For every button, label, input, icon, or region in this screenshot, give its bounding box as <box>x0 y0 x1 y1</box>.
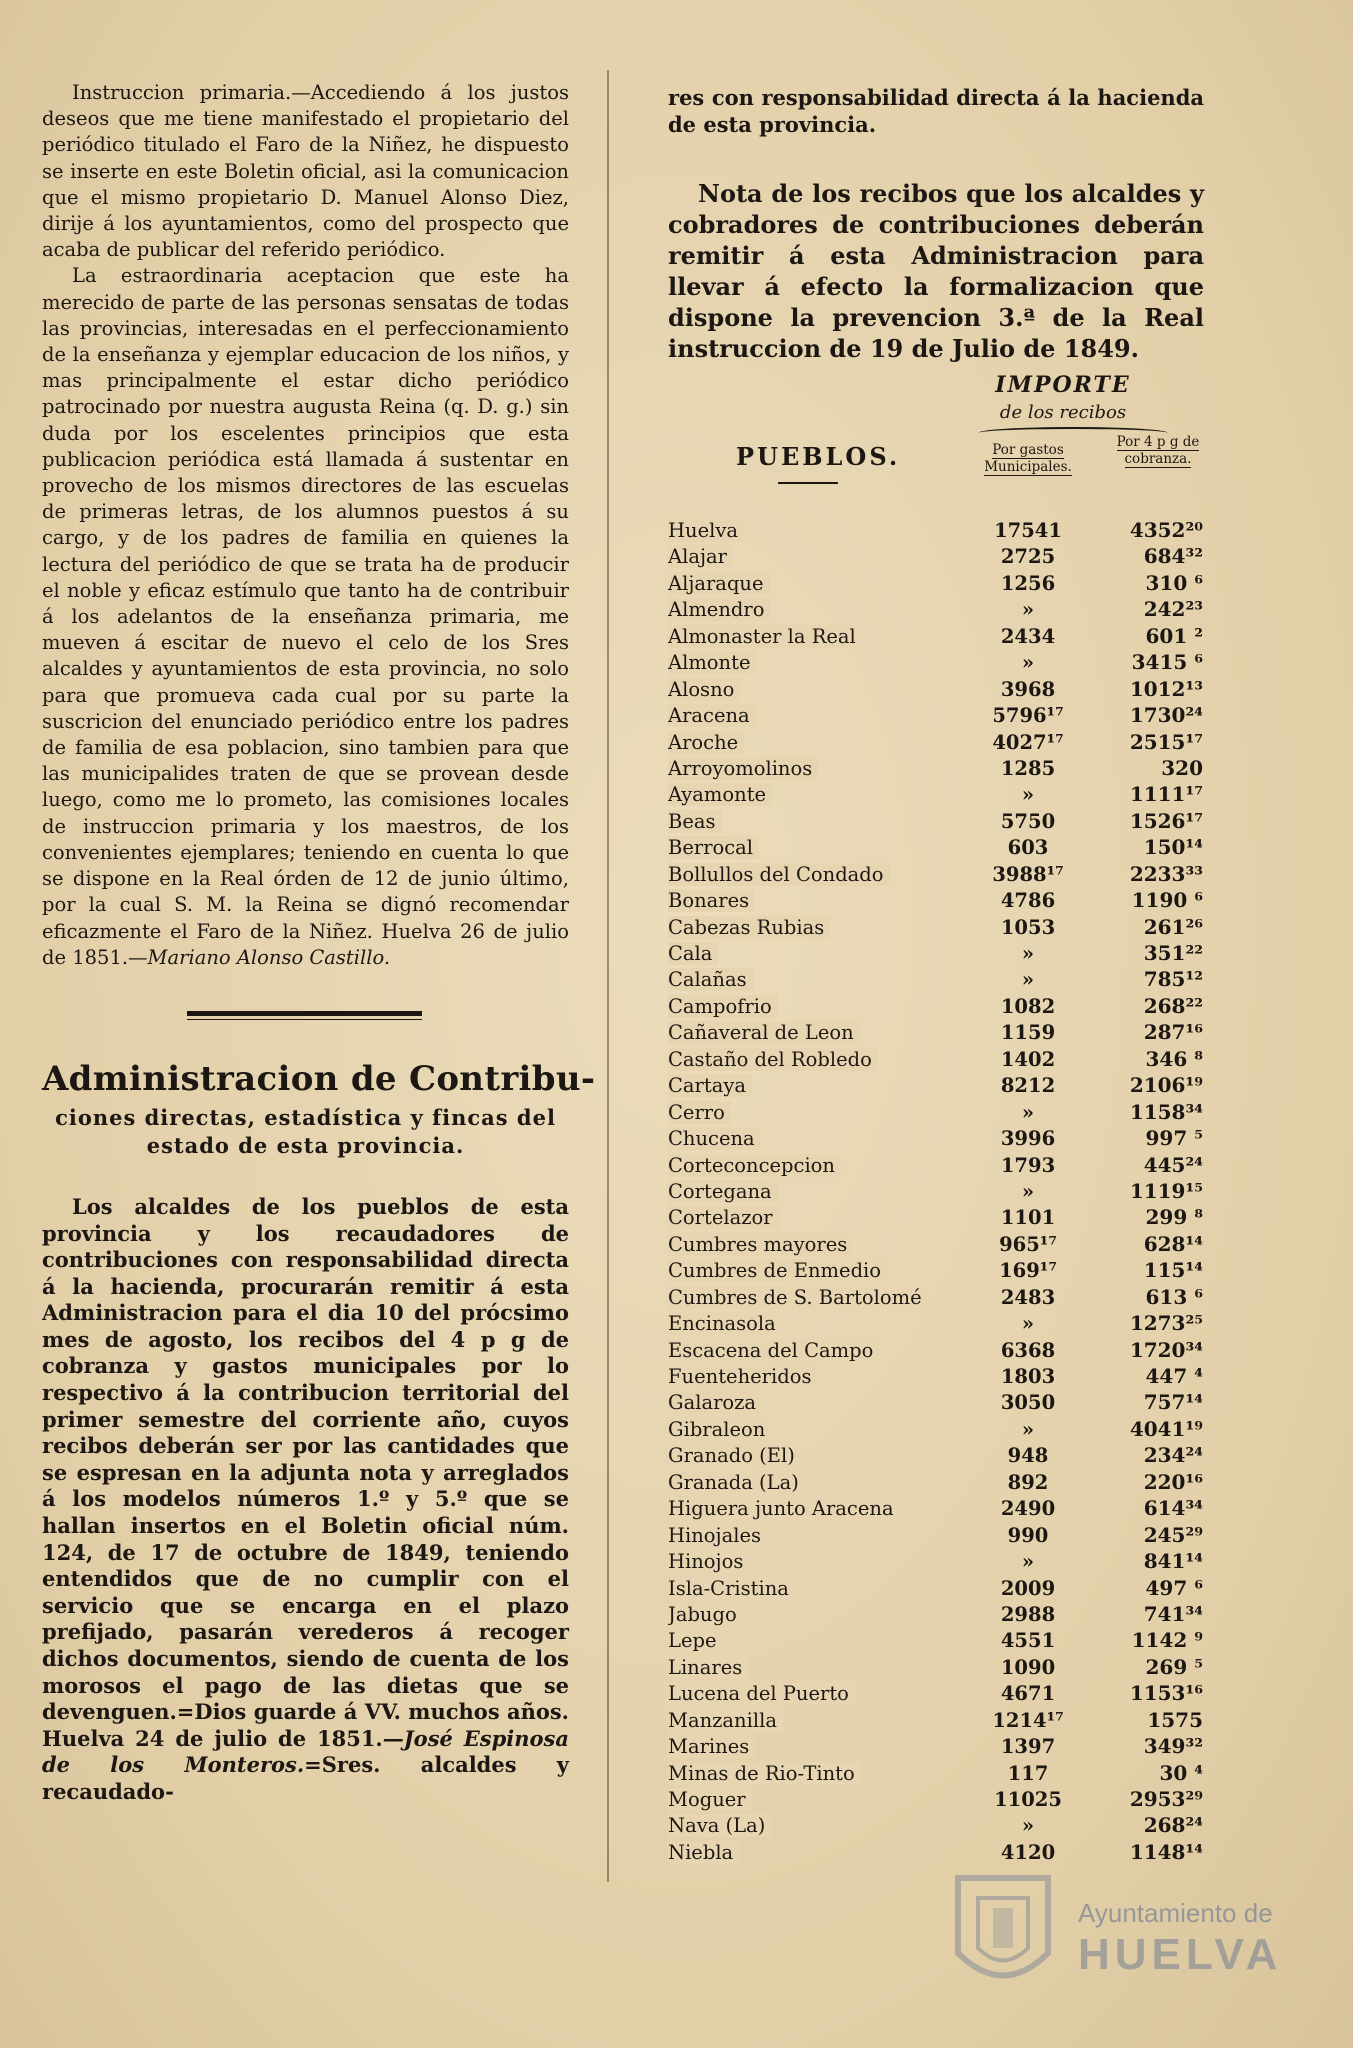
pueblo-name: Cortegana <box>668 1180 778 1203</box>
gastos-municipales-value: » <box>1021 942 1035 965</box>
pueblo-name: Cartaya <box>668 1074 752 1097</box>
pueblo-name: Almendro <box>668 598 770 621</box>
gastos-municipales-value: 1101 <box>1000 1206 1056 1230</box>
table-row <box>668 1495 1204 1521</box>
table-row <box>668 1707 1204 1733</box>
pueblo-name: Lepe <box>668 1629 723 1652</box>
gastos-municipales-value: 1803 <box>1000 1365 1056 1388</box>
table-row <box>668 1601 1204 1627</box>
table-row <box>668 1416 1204 1442</box>
gastos-municipales-value: 1090 <box>1000 1655 1056 1679</box>
gastos-municipales-value: 2009 <box>1000 1576 1056 1600</box>
cobranza-label: Por 4 p g de cobranza. <box>1116 434 1200 467</box>
cobranza-value: 115¹⁴ <box>1143 1258 1203 1283</box>
pueblo-name-cell <box>668 1523 968 1549</box>
gastos-municipales-value: 2725 <box>1000 545 1056 569</box>
gastos-municipales-value: » <box>1021 1814 1035 1838</box>
pueblo-name-cell <box>668 888 968 914</box>
table-row <box>668 755 1204 781</box>
pueblo-name-cell <box>668 1496 968 1522</box>
table-row <box>668 1680 1204 1706</box>
pueblo-name: Niebla <box>668 1841 739 1864</box>
alcaldes-notice-paragraph <box>42 1194 569 1806</box>
pueblo-name: Beas <box>668 810 722 833</box>
signature-castillo: —Mariano Alonso Castillo. <box>128 945 391 969</box>
table-row <box>668 808 1204 834</box>
pueblo-name-cell <box>668 1311 968 1337</box>
pueblo-name: Galaroza <box>668 1391 762 1414</box>
cobranza-value: 1720³⁴ <box>1129 1337 1203 1362</box>
gastos-municipales-value: » <box>1021 783 1035 807</box>
table-row <box>668 1469 1204 1495</box>
cobranza-value: 2233³³ <box>1129 861 1203 886</box>
gastos-municipales-value: » <box>1021 968 1035 992</box>
cobranza-value: 349³² <box>1143 1734 1203 1759</box>
pueblo-name-cell <box>668 809 968 835</box>
pueblo-name: Cumbres mayores <box>668 1233 853 1256</box>
gastos-municipales-value: 1082 <box>1000 994 1056 1018</box>
pueblo-name-cell <box>668 1576 968 1602</box>
pueblo-name: Cumbres de S. Bartolomé <box>668 1286 928 1309</box>
column-divider <box>607 70 609 1882</box>
pueblo-name-cell <box>668 835 968 861</box>
pueblo-name: Encinasola <box>668 1312 782 1335</box>
importe-label: IMPORTE <box>995 372 1131 398</box>
table-row <box>668 596 1204 622</box>
nota-heading: Nota de los recibos que los alcaldes y cobradores de contribuciones deberán remitir á esta Administracion para llevar á efecto la formalizacion que dispone la prevencion 3.ª de la Real instruccion de 19 de Julio de 1849. <box>668 179 1204 363</box>
pueblo-name-cell <box>668 1787 968 1813</box>
pueblo-name-cell <box>668 1338 968 1364</box>
pueblo-name: Alajar <box>668 545 733 568</box>
gastos-municipales-value: 4120 <box>1000 1840 1056 1864</box>
table-row <box>668 1522 1204 1548</box>
pueblo-name: Marines <box>668 1735 755 1758</box>
alcaldes-notice-text: Los alcaldes de los pueblos de esta provincia y los recaudadores de contribuciones con responsabilidad directa á la hacienda, procurarán remitir á esta Administracion para el dia 10 del prócsimo mes de agosto, los recibos del 4 p g de cobranza y gastos municipales por lo respectivo á la contribucion territorial del primer semestre del corriente año, cuyos recibos deberán ser por las cantidades que se espresan en la adjunta nota y arreglados á los modelos números 1.º y 5.º que se hallan insertos en el Boletin oficial núm. 124, de 17 de octubre de 1849, teniendo entendidos que de no cumplir con el servicio que se encarga en el plazo prefijado, pasarán verederos á recoger dichos documentos, siendo de cuenta de los morosos el pago de las dietas que se devenguen.=Dios guarde á VV. muchos años. Huelva 24 de julio de 1851. <box>42 1193 569 1751</box>
pueblo-name-cell <box>668 1549 968 1575</box>
pueblos-underline <box>778 482 838 484</box>
gastos-municipales-value: 5796¹⁷ <box>992 704 1064 728</box>
pueblo-name: Hinojales <box>668 1524 767 1547</box>
pueblo-name-cell <box>668 782 968 808</box>
pueblo-name: Cerro <box>668 1101 731 1124</box>
table-row <box>668 1046 1204 1072</box>
cobranza-value: 628¹⁴ <box>1143 1231 1203 1256</box>
section-subtitle: ciones directas, estadística y fincas del estado de esta provincia. <box>55 1104 556 1158</box>
pueblo-name: Almonaster la Real <box>668 625 862 648</box>
pueblo-name-cell <box>668 571 968 597</box>
cobranza-value: 1575 <box>1147 1707 1203 1732</box>
table-row <box>668 1733 1204 1759</box>
table-row <box>668 1575 1204 1601</box>
pueblo-name: Linares <box>668 1656 748 1679</box>
table-row <box>668 1310 1204 1336</box>
pueblo-name-cell <box>668 1390 968 1416</box>
gastos-municipales-value: 8212 <box>1000 1074 1056 1098</box>
cobranza-value: 497 ⁶ <box>1145 1575 1203 1600</box>
gastos-municipales-value: 1402 <box>1000 1047 1056 1071</box>
table-row <box>668 1786 1204 1812</box>
gastos-municipales-value: 948 <box>1007 1444 1049 1468</box>
gastos-municipales-value: 1397 <box>1000 1735 1056 1759</box>
table-header <box>668 372 1204 517</box>
pueblo-name-cell <box>668 1708 968 1734</box>
cobranza-value: 299 ⁸ <box>1145 1205 1203 1230</box>
pueblo-name: Hinojos <box>668 1550 749 1573</box>
table-row <box>668 781 1204 807</box>
gastos-municipales-value: 11025 <box>994 1788 1062 1811</box>
pueblo-name-cell <box>668 1100 968 1126</box>
pueblo-name: Cabezas Rubias <box>668 916 830 939</box>
gastos-municipales-value: » <box>1021 1100 1035 1124</box>
pueblo-name: Chucena <box>668 1127 761 1150</box>
gastos-municipales-value: 17541 <box>994 519 1062 542</box>
section-divider <box>187 1011 422 1020</box>
pueblo-name-cell <box>668 1417 968 1443</box>
table-row <box>668 676 1204 702</box>
table-row <box>668 887 1204 913</box>
pueblo-name-cell <box>668 1602 968 1628</box>
cobranza-value: 2515¹⁷ <box>1129 729 1203 754</box>
pueblo-name: Jabugo <box>668 1603 743 1626</box>
pueblo-name-cell <box>668 1285 968 1311</box>
cobranza-value: 310 ⁶ <box>1145 570 1203 595</box>
table-row <box>668 1019 1204 1045</box>
cobranza-value: 684³² <box>1143 544 1203 569</box>
cobranza-value: 346 ⁸ <box>1145 1046 1203 1071</box>
table-row <box>668 543 1204 569</box>
pueblo-name: Arroyomolinos <box>668 757 818 780</box>
table-row <box>668 1231 1204 1257</box>
right-column <box>668 84 1204 1865</box>
table-row <box>668 1257 1204 1283</box>
gastos-municipales-value: » <box>1021 1312 1035 1336</box>
gastos-municipales-value: 4786 <box>1000 889 1056 913</box>
cobranza-value: 268²⁴ <box>1143 1813 1203 1838</box>
cobranza-value: 1153¹⁶ <box>1129 1681 1203 1706</box>
instruccion-primaria-paragraph: Instruccion primaria.—Accediendo á los justos deseos que me tiene manifestado el propietario del periódico titulado el Faro de la Niñez, he dispuesto se inserte en este Boletin oficial, asi la comunicacion que el mismo propietario D. Manuel Alonso Diez, dirije á los ayuntamientos, como del prospecto que acaba de publicar del referido periódico. <box>42 81 569 262</box>
pueblo-name-cell <box>668 730 968 756</box>
gastos-municipales-header <box>968 442 1088 476</box>
gastos-municipales-value: » <box>1021 598 1035 622</box>
pueblo-name-cell <box>668 1047 968 1073</box>
section-title: Administracion de Contribu- <box>42 1058 596 1099</box>
pueblo-name: Castaño del Robledo <box>668 1048 878 1071</box>
table-row <box>668 940 1204 966</box>
gastos-municipales-value: 892 <box>1007 1470 1049 1494</box>
notice-closing: =Sres. alcaldes y recaudado- <box>42 1752 570 1804</box>
table-row <box>668 1442 1204 1468</box>
gastos-municipales-value: 4671 <box>1000 1682 1056 1706</box>
gastos-municipales-value: 2490 <box>1000 1497 1056 1521</box>
cobranza-value: 1148¹⁴ <box>1129 1839 1203 1864</box>
table-row <box>668 1363 1204 1389</box>
pueblo-name: Corteconcepcion <box>668 1154 841 1177</box>
notice-continuation: res con responsabilidad directa á la hacienda de esta provincia. <box>668 85 1204 137</box>
pueblo-name-cell <box>668 1681 968 1707</box>
pueblo-name: Cumbres de Enmedio <box>668 1259 887 1282</box>
pueblo-name: Cañaveral de Leon <box>668 1021 860 1044</box>
pueblo-name: Isla-Cristina <box>668 1577 795 1600</box>
cobranza-value: 1111¹⁷ <box>1129 782 1203 807</box>
gastos-municipales-value: 1214¹⁷ <box>992 1708 1064 1732</box>
pueblo-name: Aljaraque <box>668 572 770 595</box>
gastos-municipales-value: 4027¹⁷ <box>992 730 1064 754</box>
gastos-municipales-value: 3968 <box>1000 677 1056 701</box>
table-row <box>668 649 1204 675</box>
gastos-municipales-value: 1793 <box>1000 1153 1056 1177</box>
pueblo-name-cell <box>668 941 968 967</box>
gastos-municipales-value: » <box>1021 1417 1035 1441</box>
pueblo-name-cell <box>668 1232 968 1258</box>
table-row <box>668 861 1204 887</box>
table-row <box>668 623 1204 649</box>
cobranza-value: 220¹⁶ <box>1143 1469 1203 1494</box>
cobranza-value: 445²⁴ <box>1143 1152 1203 1177</box>
gastos-municipales-value: 117 <box>1007 1761 1049 1785</box>
table-row <box>668 1284 1204 1310</box>
cobranza-value: 1273²⁵ <box>1129 1311 1203 1336</box>
pueblo-name: Fuenteheridos <box>668 1365 817 1388</box>
gastos-municipales-value: 2483 <box>1000 1285 1056 1309</box>
pueblo-name-cell <box>668 1020 968 1046</box>
pueblo-name: Aracena <box>668 704 756 727</box>
cobranza-value: 1526¹⁷ <box>1129 808 1203 833</box>
table-row <box>668 1152 1204 1178</box>
pueblo-name: Escacena del Campo <box>668 1339 879 1362</box>
pueblo-name: Berrocal <box>668 836 759 859</box>
table-row <box>668 570 1204 596</box>
pueblo-name: Campofrio <box>668 995 778 1018</box>
cobranza-value: 601 ² <box>1145 623 1203 648</box>
pueblo-name: Ayamonte <box>668 783 772 806</box>
gastos-municipales-value: 4551 <box>1000 1629 1056 1653</box>
cobranza-value: 447 ⁴ <box>1145 1364 1203 1388</box>
table-row <box>668 1548 1204 1574</box>
cobranza-value: 269 ⁵ <box>1145 1654 1203 1679</box>
cobranza-value: 2953²⁹ <box>1129 1787 1203 1811</box>
table-row <box>668 1627 1204 1653</box>
pueblo-name: Granado (El) <box>668 1444 801 1467</box>
pueblo-name-cell <box>668 1470 968 1496</box>
cobranza-value: 1158³⁴ <box>1129 1099 1203 1124</box>
table-row <box>668 1812 1204 1838</box>
table-row <box>668 914 1204 940</box>
cobranza-value: 351²² <box>1143 941 1203 965</box>
gastos-municipales-value: 169¹⁷ <box>999 1259 1057 1283</box>
cobranza-value: 287¹⁶ <box>1143 1020 1203 1045</box>
pueblo-name-cell <box>668 677 968 703</box>
pueblo-name-cell <box>668 624 968 650</box>
pueblo-name: Alosno <box>668 678 740 701</box>
importe-sublabel: de los recibos <box>999 402 1127 423</box>
pueblo-name: Higuera junto Aracena <box>668 1497 900 1520</box>
gastos-municipales-value: » <box>1021 1550 1035 1574</box>
gastos-municipales-value: 3996 <box>1000 1127 1056 1151</box>
pueblo-name-cell <box>668 862 968 888</box>
cobranza-value: 1142 ⁹ <box>1131 1628 1203 1653</box>
cobranza-value: 1119¹⁵ <box>1129 1178 1203 1203</box>
pueblo-name-cell <box>668 1734 968 1760</box>
table-row <box>668 1337 1204 1363</box>
table-row <box>668 1125 1204 1151</box>
table-row <box>668 1099 1204 1125</box>
cobranza-value: 1012¹³ <box>1129 676 1203 701</box>
pueblo-name-cell <box>668 1179 968 1205</box>
pueblo-name: Aroche <box>668 731 744 754</box>
gastos-municipales-value: » <box>1021 1179 1035 1203</box>
table-row <box>668 834 1204 860</box>
cobranza-value: 2106¹⁹ <box>1129 1073 1203 1098</box>
faro-ninez-paragraph <box>42 263 569 970</box>
table-row <box>668 993 1204 1019</box>
gastos-municipales-value: 2434 <box>1000 624 1056 648</box>
table-row <box>668 966 1204 992</box>
pueblo-name: Bonares <box>668 889 755 912</box>
gastos-municipales-value: 1285 <box>1000 756 1056 780</box>
cobranza-value: 320 <box>1161 755 1203 780</box>
gastos-municipales-value: 5750 <box>1000 809 1056 833</box>
pueblo-name: Cortelazor <box>668 1206 779 1229</box>
pueblo-name: Manzanilla <box>668 1709 783 1732</box>
faro-ninez-text: La estraordinaria aceptacion que este ha merecido de parte de las personas sensatas de todas las provincias, interesadas en el perfeccionamiento de la enseñanza y ejemplar educacion de los niños, y mas principalmente el estar dicho periódico patrocinado por nuestra augusta Reina (q. D. g.) sin duda por los escelentes principios que esta publicacion periódica está llamada á sustentar en provecho de los mismos directores de las escuelas de primeras letras, de los alumnos puestos á su cargo, y de los padres de familia en quienes la lectura del periódico de que se trata ha de producir el noble y eficaz estímulo que tanto ha de contribuir á los adelantos de la enseñanza primaria, me mueven á escitar de nuevo el celo de los Sres alcaldes y ayuntamientos de esta provincia, no solo para que promueva cada cual por su parte la suscricion del enunciado periódico entre los padres de familia de esa poblacion, sino tambien para que las municipalides traten de que se provean desde luego, como me lo prometo, las comisiones locales de instruccion primaria y los maestros, de los convenientes ejemplares; teniendo en cuenta lo que se dispone en la Real órden de 12 de junio último, por la cual S. M. la Reina se dignó recomendar eficazmente el Faro de la Niñez. Huelva 26 de julio de 1851. <box>42 264 569 969</box>
cobranza-value: 614³⁴ <box>1143 1496 1203 1521</box>
cobranza-value: 613 ⁶ <box>1145 1284 1203 1309</box>
pueblo-name-cell <box>668 1126 968 1152</box>
cobranza-value: 1190 ⁶ <box>1131 888 1203 913</box>
gastos-municipales-value: 1053 <box>1000 915 1056 939</box>
table-row <box>668 702 1204 728</box>
pueblo-name: Calañas <box>668 968 753 991</box>
pueblo-name-cell <box>668 967 968 993</box>
pueblo-name-cell <box>668 1840 968 1866</box>
table-row <box>668 517 1204 543</box>
pueblo-name-cell <box>668 1443 968 1469</box>
gastos-municipales-value: 1256 <box>1000 571 1056 595</box>
pueblo-name: Minas de Rio-Tinto <box>668 1762 861 1785</box>
cobranza-value: 245²⁹ <box>1143 1522 1203 1547</box>
pueblo-name-cell <box>668 1761 968 1787</box>
pueblo-name-cell <box>668 1153 968 1179</box>
pueblo-name: Gibraleon <box>668 1418 771 1441</box>
table-row <box>668 1389 1204 1415</box>
cobranza-value: 997 ⁵ <box>1145 1126 1203 1151</box>
gastos-municipales-value: » <box>1021 651 1035 675</box>
cobranza-value: 757¹⁴ <box>1143 1390 1203 1415</box>
pueblo-name-cell <box>668 1813 968 1839</box>
left-column <box>42 80 596 1806</box>
table-row <box>668 1178 1204 1204</box>
cobranza-value: 234²⁴ <box>1143 1443 1203 1468</box>
pueblo-name-cell <box>668 597 968 623</box>
cobranza-value: 261²⁶ <box>1143 914 1203 939</box>
watermark-line2: HUELVA <box>1078 1930 1283 1979</box>
pueblo-name: Lucena del Puerto <box>668 1682 855 1705</box>
gastos-municipales-value: 603 <box>1007 836 1049 860</box>
pueblo-name: Nava (La) <box>668 1814 771 1837</box>
pueblo-name: Almonte <box>668 651 757 674</box>
pueblo-name-cell <box>668 1628 968 1654</box>
cobranza-value: 268²² <box>1143 993 1203 1018</box>
pueblo-name: Bollullos del Condado <box>668 863 890 886</box>
pueblo-name-cell <box>668 756 968 782</box>
gastos-municipales-label: Por gastos Municipales. <box>984 442 1072 475</box>
pueblo-name-cell <box>668 915 968 941</box>
cobranza-value: 4352²⁰ <box>1129 518 1203 542</box>
pueblo-name-cell <box>668 1364 968 1390</box>
pueblos-header: PUEBLOS. <box>736 442 901 471</box>
gastos-municipales-value: 990 <box>1007 1523 1049 1547</box>
cobranza-value: 30 ⁴ <box>1159 1760 1203 1785</box>
gastos-municipales-value: 3988¹⁷ <box>992 862 1064 886</box>
cobranza-value: 785¹² <box>1143 967 1203 992</box>
gastos-municipales-value: 965¹⁷ <box>999 1232 1057 1256</box>
pueblo-name: Moguer <box>668 1788 752 1811</box>
gastos-municipales-value: 3050 <box>1000 1391 1056 1415</box>
signature-espinosa: —José Espinosa de los Monteros. <box>42 1725 569 1778</box>
pueblo-name-cell <box>668 1258 968 1284</box>
pueblo-name: Huelva <box>668 519 744 542</box>
pueblo-name-cell <box>668 703 968 729</box>
cobranza-header <box>1113 434 1203 468</box>
pueblo-name-cell <box>668 1205 968 1231</box>
cobranza-value: 242²³ <box>1143 597 1203 622</box>
gastos-municipales-value: 6368 <box>1000 1338 1056 1362</box>
cobranza-value: 741³⁴ <box>1143 1601 1203 1626</box>
table-row <box>668 1760 1204 1786</box>
gastos-municipales-value: 2988 <box>1000 1602 1056 1626</box>
gastos-municipales-value: 1159 <box>1000 1021 1056 1045</box>
pueblo-name: Granada (La) <box>668 1471 805 1494</box>
table-row <box>668 1654 1204 1680</box>
pueblo-name-cell <box>668 544 968 570</box>
cobranza-value: 1730²⁴ <box>1129 703 1203 728</box>
cobranza-value: 150¹⁴ <box>1143 835 1203 860</box>
pueblo-name-cell <box>668 1073 968 1099</box>
cobranza-value: 3415 ⁶ <box>1131 650 1203 675</box>
pueblo-name-cell <box>668 650 968 676</box>
watermark-line1: Ayuntamiento de <box>1078 1898 1273 1928</box>
pueblo-name-cell <box>668 994 968 1020</box>
cobranza-value: 4041¹⁹ <box>1129 1416 1203 1441</box>
pueblos-table <box>668 517 1204 1865</box>
cobranza-value: 841¹⁴ <box>1143 1549 1203 1574</box>
pueblo-name-cell <box>668 518 968 544</box>
table-row <box>668 729 1204 755</box>
pueblo-name: Cala <box>668 942 718 965</box>
table-row <box>668 1072 1204 1098</box>
table-row <box>668 1204 1204 1230</box>
pueblo-name-cell <box>668 1655 968 1681</box>
